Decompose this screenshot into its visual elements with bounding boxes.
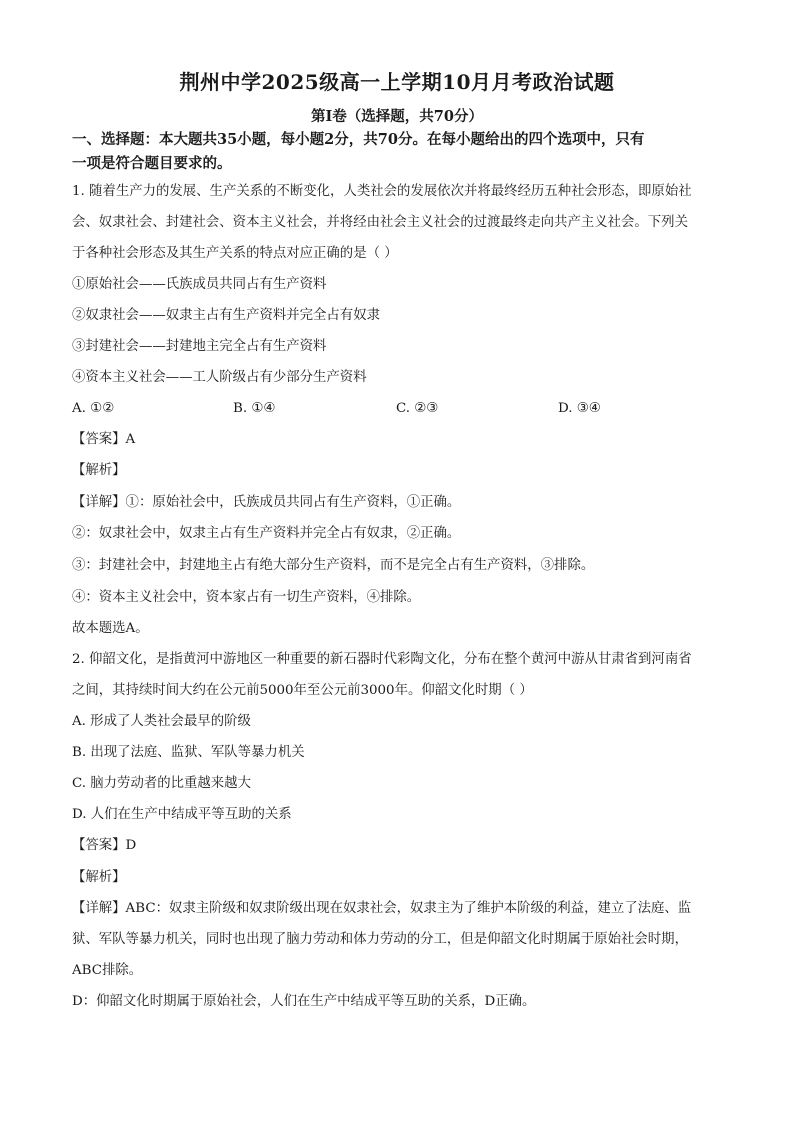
q2-detail-1: 【详解】ABC：奴隶主阶级和奴隶阶级出现在奴隶社会，奴隶主为了维护本阶级的利益，建立了法庭、监 <box>72 901 692 916</box>
q2-option-a: A. 形成了人类社会最早的阶级 <box>72 714 251 729</box>
q2-answer: 【答案】D <box>72 838 137 853</box>
q1-detail-3: ③：封建社会中，封建地主占有绝大部分生产资料，而不是完全占有生产资料，③排除。 <box>72 558 595 573</box>
q1-option-a: A. ①② <box>72 401 115 416</box>
q1-option-c: C. ②③ <box>396 401 439 416</box>
q1-detail-2: ②：奴隶社会中，奴隶主占有生产资料并完全占有奴隶，②正确。 <box>72 526 461 541</box>
q1-answer: 【答案】A <box>72 432 136 447</box>
page-title: 荆州中学2025级高一上学期10月月考政治试题 <box>179 70 615 94</box>
q2-option-c: C. 脑力劳动者的比重越来越大 <box>72 776 251 791</box>
q2-detail-2: 狱、军队等暴力机关，同时也出现了脑力劳动和体力劳动的分工，但是仰韶文化时期属于原始社会时期， <box>72 932 688 947</box>
q2-detail-3: ABC排除。 <box>72 963 143 978</box>
paper-section-title: 第Ⅰ卷（选择题，共70分） <box>311 108 483 125</box>
q1-item-2: ②奴隶社会——奴隶主占有生产资料并完全占有奴隶 <box>72 308 380 323</box>
q1-detail-5: 故本题选A。 <box>72 621 149 636</box>
q1-stem-line-2: 会、奴隶社会、封建社会、资本主义社会，并将经由社会主义社会的过渡最终走向共产主义社会。下列关 <box>72 215 688 230</box>
q1-stem-line-3: 于各种社会形态及其生产关系的特点对应正确的是（ ） <box>72 246 398 261</box>
q1-item-4: ④资本主义社会——工人阶级占有少部分生产资料 <box>72 370 367 385</box>
q2-option-d: D. 人们在生产中结成平等互助的关系 <box>72 807 292 822</box>
section-header-line-1: 一、选择题：本大题共35小题，每小题2分，共70分。在每小题给出的四个选项中，只有 <box>72 131 645 148</box>
q1-detail-1: 【详解】①：原始社会中，氏族成员共同占有生产资料，①正确。 <box>72 495 461 510</box>
section-header-line-2: 一项是符合题目要求的。 <box>72 155 232 172</box>
q2-stem-line-2: 之间，其持续时间大约在公元前5000年至公元前3000年。仰韶文化时期（ ） <box>72 683 533 698</box>
q1-item-3: ③封建社会——封建地主完全占有生产资料 <box>72 339 327 354</box>
q2-option-b: B. 出现了法庭、监狱、军队等暴力机关 <box>72 745 305 760</box>
q1-analysis-label: 【解析】 <box>72 463 126 478</box>
q1-option-d: D. ③④ <box>558 401 601 416</box>
q2-stem-line-1: 2. 仰韶文化，是指黄河中游地区一种重要的新石器时代彩陶文化，分布在整个黄河中游从甘肃省到河南省 <box>72 652 692 667</box>
q1-option-b: B. ①④ <box>233 401 276 416</box>
q2-detail-4: D：仰韶文化时期属于原始社会，人们在生产中结成平等互助的关系，D正确。 <box>72 994 536 1009</box>
q1-item-1: ①原始社会——氏族成员共同占有生产资料 <box>72 277 327 292</box>
q1-detail-4: ④：资本主义社会中，资本家占有一切生产资料，④排除。 <box>72 590 421 605</box>
q1-stem-line-1: 1. 随着生产力的发展、生产关系的不断变化，人类社会的发展依次并将最终经历五种社会形态，即原始社 <box>72 184 692 199</box>
q2-analysis-label: 【解析】 <box>72 870 126 885</box>
